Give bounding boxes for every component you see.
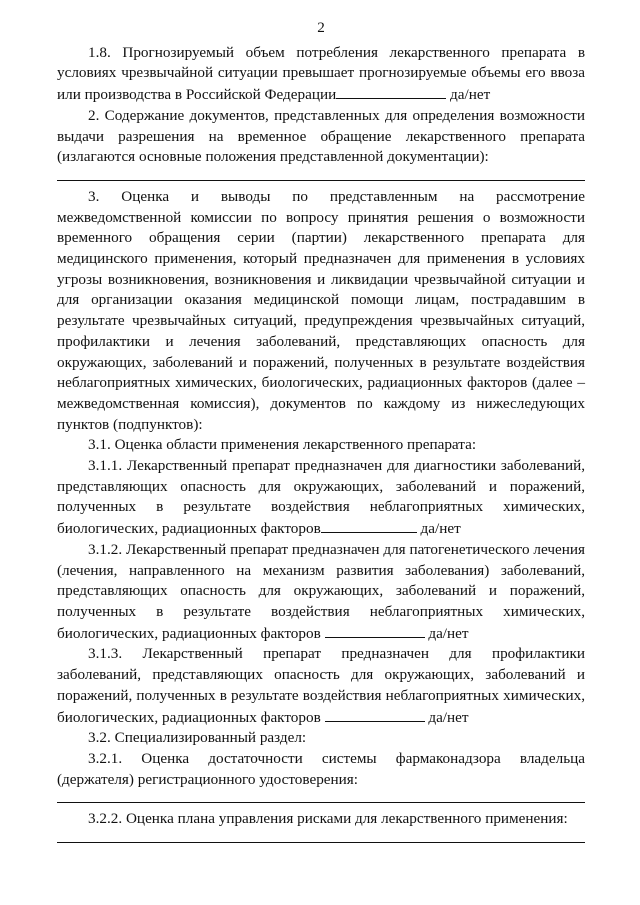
paragraph-3-1-3-text: 3.1.3. Лекарственный препарат предназначен для профилактики заболеваний, представляющих опасность для окружающих, заболеваний и поражений, полученных в результате воздействия неблагоприятных химических, биологических, радиационных факторов: [57, 645, 585, 726]
paragraph-3-1-1: [57, 456, 585, 540]
paragraph-3-2-1: 3.2.1. Оценка достаточности системы фармаконадзора владельца (держателя) регистрационного удостоверения:: [57, 749, 585, 788]
paragraph-1-8-text: 1.8. Прогнозируемый объем потребления лекарственного препарата в условиях чрезвычайной ситуации превышает прогнозируемые объемы его ввоза или производства в Российской Федерации: [57, 43, 585, 104]
answer-blank-3-1-1[interactable]: [321, 518, 417, 533]
paragraph-3-2-2: 3.2.2. Оценка плана управления рисками для лекарственного применения:: [88, 810, 568, 828]
choice-label-3-1-2: да/нет: [428, 624, 469, 642]
answer-blank-3-1-2[interactable]: [325, 623, 425, 638]
fill-line-3-2-1[interactable]: [57, 802, 585, 803]
fill-line-2[interactable]: [57, 180, 585, 181]
paragraph-3: 3. Оценка и выводы по представленным на рассмотрение межведомственной комиссии по вопросу принятия решения о возможности временного обращения серии (партии) лекарственного препарата для медицинского применения, который предназначен для применения в условиях угрозы возникновения, возникновения и ликвидации чрезвычайной ситуации и для организации оказания медицинской помощи лицам, пострадавшим в результате чрезвычайных ситуаций, предупреждения чрезвычайных ситуаций, профилактики и лечения заболеваний, представляющих опасность для окружающих, заболеваний и поражений, полученных в результате воздействия неблагоприятных химических, биологических, радиационных факторов (далее – межведомственная комиссия), документов по каждому из нижеследующих пунктов (подпунктов):: [57, 187, 585, 433]
paragraph-3-1-1-text: 3.1.1. Лекарственный препарат предназначен для диагностики заболеваний, представляющих опасность для окружающих, заболеваний и поражений, полученных в результате воздействия неблагоприятных химических, биологических, радиационных факторов: [57, 457, 585, 538]
paragraph-3-1: 3.1. Оценка области применения лекарственного препарата:: [88, 436, 477, 454]
answer-blank-3-1-3[interactable]: [325, 707, 425, 722]
paragraph-3-1-2-text: 3.1.2. Лекарственный препарат предназначен для патогенетического лечения (лечения, направленного на механизм развития заболевания) заболеваний, представляющих опасность для окружающих, заболеваний и поражений, полученных в результате воздействия неблагоприятных химических, биологических, радиационных факторов: [57, 540, 585, 642]
choice-label-3-1-1: да/нет: [420, 520, 461, 538]
answer-blank-1-8[interactable]: [336, 84, 446, 99]
paragraph-3-1-3: [57, 644, 585, 728]
document-page: [57, 18, 585, 849]
paragraph-2: 2. Содержание документов, представленных для определения возможности выдачи разрешения на временное обращение лекарственного препарата (излагаются основные положения представленной документации):: [57, 106, 585, 166]
fill-line-3-2-2[interactable]: [57, 842, 585, 843]
choice-label-3-1-3: да/нет: [428, 708, 469, 726]
choice-label-1-8: да/нет: [450, 86, 491, 104]
paragraph-3-2: 3.2. Специализированный раздел:: [88, 729, 307, 747]
page-number: 2: [317, 19, 325, 36]
paragraph-3-1-2: [57, 540, 585, 645]
paragraph-1-8: [57, 43, 585, 106]
